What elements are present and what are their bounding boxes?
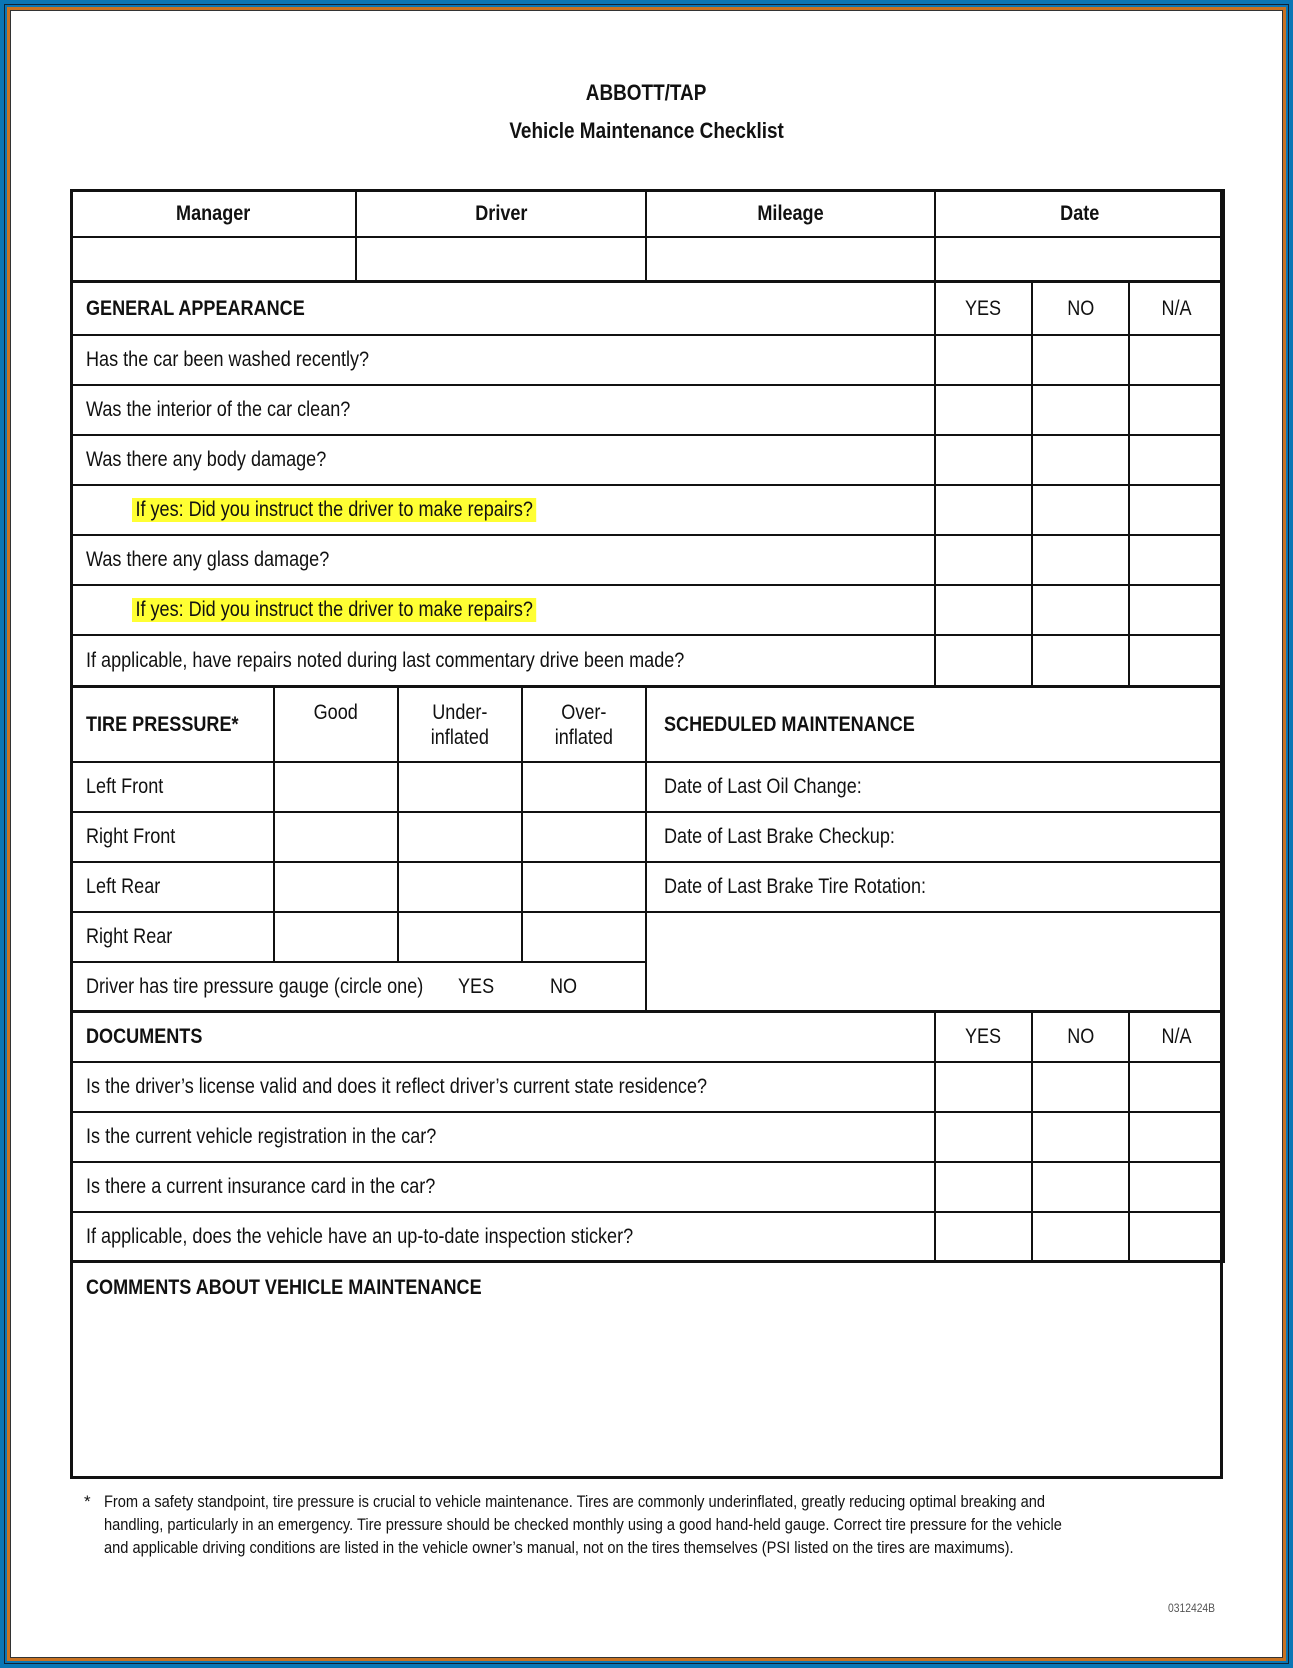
good-box[interactable] — [274, 762, 398, 812]
no-box[interactable] — [1032, 635, 1129, 686]
org-name: ABBOTT/TAP — [586, 80, 707, 105]
na-box[interactable] — [1129, 485, 1224, 535]
question: Is the current vehicle registration in the car? — [71, 1112, 935, 1162]
no-box[interactable] — [1032, 535, 1129, 585]
yes-box[interactable] — [935, 1162, 1032, 1212]
no-col: NO — [1032, 282, 1129, 335]
na-box[interactable] — [1129, 385, 1224, 435]
question-highlighted: If yes: Did you instruct the driver to make repairs? — [71, 485, 935, 535]
scheduled-blank — [646, 912, 1224, 1012]
na-col: N/A — [1129, 282, 1224, 335]
brake-checkup-field[interactable]: Date of Last Brake Checkup: — [646, 812, 1224, 862]
question: Was there any body damage? — [71, 435, 935, 485]
no-box[interactable] — [1032, 585, 1129, 635]
date-header: Date — [935, 190, 1224, 237]
yes-box[interactable] — [935, 1062, 1032, 1112]
gauge-row: Driver has tire pressure gauge (circle one) YES NO — [71, 962, 646, 1012]
question-highlighted: If yes: Did you instruct the driver to make repairs? — [71, 585, 935, 635]
na-box[interactable] — [1129, 585, 1224, 635]
yes-col: YES — [935, 1012, 1032, 1062]
mileage-header: Mileage — [646, 190, 935, 237]
yes-box[interactable] — [935, 485, 1032, 535]
yes-box[interactable] — [935, 585, 1032, 635]
tire-scheduled-table — [70, 686, 1225, 1013]
page-title: Vehicle Maintenance Checklist — [509, 118, 784, 143]
question: Has the car been washed recently? — [71, 335, 935, 385]
yes-box[interactable] — [935, 535, 1032, 585]
good-box[interactable] — [274, 912, 398, 962]
no-box[interactable] — [1032, 485, 1129, 535]
question: Was there any glass damage? — [71, 535, 935, 585]
no-box[interactable] — [1032, 1112, 1129, 1162]
date-field[interactable] — [935, 237, 1224, 282]
form-code: 0312424B — [1168, 1601, 1216, 1615]
documents-heading: DOCUMENTS — [71, 1012, 935, 1062]
na-col: N/A — [1129, 1012, 1224, 1062]
under-box[interactable] — [398, 912, 522, 962]
tire-label: Left Front — [71, 762, 274, 812]
no-box[interactable] — [1032, 335, 1129, 385]
question: Was the interior of the car clean? — [71, 385, 935, 435]
question: If applicable, have repairs noted during last commentary drive been made? — [71, 635, 935, 686]
good-box[interactable] — [274, 812, 398, 862]
tire-heading: TIRE PRESSURE* — [71, 687, 274, 762]
over-box[interactable] — [522, 862, 646, 912]
over-inflated-col: Over- inflated — [522, 687, 646, 762]
no-box[interactable] — [1032, 1162, 1129, 1212]
question: Is the driver’s license valid and does it reflect driver’s current state residence? — [71, 1062, 935, 1112]
good-box[interactable] — [274, 862, 398, 912]
general-heading: GENERAL APPEARANCE — [71, 282, 935, 335]
manager-header: Manager — [71, 190, 356, 237]
mileage-field[interactable] — [646, 237, 935, 282]
no-box[interactable] — [1032, 385, 1129, 435]
yes-box[interactable] — [935, 635, 1032, 686]
comments-heading: COMMENTS ABOUT VEHICLE MAINTENANCE — [86, 1276, 482, 1299]
divider — [70, 1260, 1223, 1263]
yes-box[interactable] — [935, 1212, 1032, 1262]
manager-field[interactable] — [71, 237, 356, 282]
footnote: * From a safety standpoint, tire pressure is crucial to vehicle maintenance. Tires are commonly underinflated, greatly reducing optimal breaking and handling, particularly in an emergency. Tire pressure should be checked monthly using a good hand-held gauge. Correct tire pressure for the vehicle and applicable driving conditions are listed in the vehicle owner’s manual, not on the tires themselves (PSI listed on the tires are maximums). — [84, 1492, 1062, 1557]
tire-label: Right Front — [71, 812, 274, 862]
na-box[interactable] — [1129, 535, 1224, 585]
na-box[interactable] — [1129, 1162, 1224, 1212]
driver-header: Driver — [356, 190, 646, 237]
no-box[interactable] — [1032, 435, 1129, 485]
documents-table — [70, 1011, 1225, 1263]
comments-field[interactable] — [73, 1305, 1220, 1475]
oil-change-field[interactable]: Date of Last Oil Change: — [646, 762, 1224, 812]
no-col: NO — [1032, 1012, 1129, 1062]
question: If applicable, does the vehicle have an up-to-date inspection sticker? — [71, 1212, 935, 1262]
question: Is there a current insurance card in the car? — [71, 1162, 935, 1212]
tire-label: Right Rear — [71, 912, 274, 962]
na-box[interactable] — [1129, 335, 1224, 385]
over-box[interactable] — [522, 762, 646, 812]
under-box[interactable] — [398, 812, 522, 862]
under-inflated-col: Under- inflated — [398, 687, 522, 762]
na-box[interactable] — [1129, 1062, 1224, 1112]
driver-field[interactable] — [356, 237, 646, 282]
scheduled-heading: SCHEDULED MAINTENANCE — [646, 687, 1224, 762]
over-box[interactable] — [522, 912, 646, 962]
tire-rotation-field[interactable]: Date of Last Brake Tire Rotation: — [646, 862, 1224, 912]
yes-box[interactable] — [935, 1112, 1032, 1162]
no-box[interactable] — [1032, 1212, 1129, 1262]
gauge-no-option[interactable]: NO — [550, 975, 578, 998]
na-box[interactable] — [1129, 1112, 1224, 1162]
yes-box[interactable] — [935, 435, 1032, 485]
tire-label: Left Rear — [71, 862, 274, 912]
no-box[interactable] — [1032, 1062, 1129, 1112]
yes-col: YES — [935, 282, 1032, 335]
under-box[interactable] — [398, 862, 522, 912]
over-box[interactable] — [522, 812, 646, 862]
good-col: Good — [274, 687, 398, 762]
gauge-yes-option[interactable]: YES — [458, 975, 495, 998]
na-box[interactable] — [1129, 435, 1224, 485]
na-box[interactable] — [1129, 1212, 1224, 1262]
na-box[interactable] — [1129, 635, 1224, 686]
info-table — [70, 189, 1225, 283]
yes-box[interactable] — [935, 385, 1032, 435]
under-box[interactable] — [398, 762, 522, 812]
general-appearance-table — [70, 281, 1225, 687]
yes-box[interactable] — [935, 335, 1032, 385]
